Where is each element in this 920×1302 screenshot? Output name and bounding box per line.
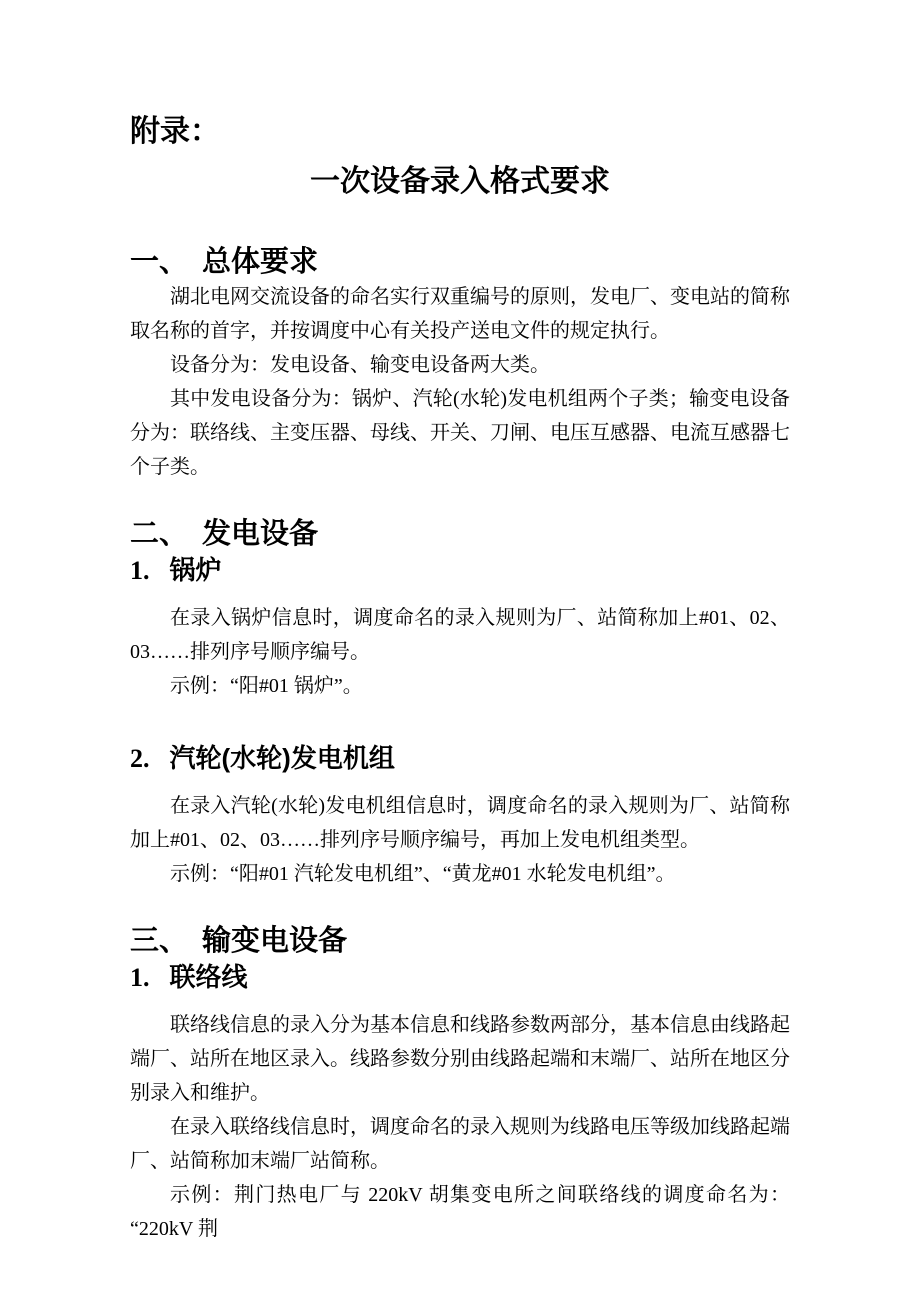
subsection-title: 锅炉	[169, 555, 222, 585]
section-generation-equipment	[130, 516, 790, 891]
subsection-turbine-generator	[130, 740, 790, 891]
subsection-title: 联络线	[169, 962, 248, 992]
section-title: 发电设备	[202, 518, 319, 550]
subsection-heading-boiler	[130, 552, 790, 589]
subsection-number: 2.	[130, 744, 150, 773]
section-heading-general	[130, 244, 790, 280]
section-number: 三、	[130, 925, 189, 957]
section-general-requirements	[130, 244, 790, 484]
paragraph: 在录入锅炉信息时，调度命名的录入规则为厂、站简称加上#01、02、03……排列序号顺序编号。	[130, 607, 790, 663]
subsection-number: 1.	[130, 556, 150, 585]
subsection-title: 汽轮(水轮)发电机组	[169, 743, 395, 773]
paragraph: 湖北电网交流设备的命名实行双重编号的原则，发电厂、变电站的简称取名称的首字，并按调度中心有关投产送电文件的规定执行。	[130, 286, 790, 342]
section-number: 二、	[130, 518, 189, 550]
subsection-boiler	[130, 552, 790, 703]
section-title: 输变电设备	[202, 925, 348, 957]
paragraph: 设备分为：发电设备、输变电设备两大类。	[170, 354, 550, 376]
paragraph: 示例：荆门热电厂与 220kV 胡集变电所之间联络线的调度命名为：“220kV 荆	[130, 1184, 790, 1240]
subsection-number: 1.	[130, 963, 150, 992]
paragraph: 在录入汽轮(水轮)发电机组信息时，调度命名的录入规则为厂、站简称加上#01、02、03……排列序号顺序编号，再加上发电机组类型。	[130, 795, 790, 851]
subsection-heading-tie-line	[130, 959, 790, 996]
section-title: 总体要求	[202, 246, 319, 278]
document-title: 一次设备录入格式要求	[310, 165, 610, 198]
section-number: 一、	[130, 246, 189, 278]
section-heading-generation	[130, 516, 790, 552]
paragraph: 其中发电设备分为：锅炉、汽轮(水轮)发电机组两个子类；输变电设备分为：联络线、主变压器、母线、开关、刀闸、电压互感器、电流互感器七个子类。	[130, 388, 790, 478]
paragraph: 联络线信息的录入分为基本信息和线路参数两部分，基本信息由线路起端厂、站所在地区录入。线路参数分别由线路起端和末端厂、站所在地区分别录入和维护。	[130, 1014, 790, 1104]
subsection-tie-line	[130, 959, 790, 1246]
section-transmission-equipment	[130, 923, 790, 1246]
section-heading-transmission	[130, 923, 790, 959]
appendix-label: 附录：	[130, 115, 220, 148]
paragraph: 示例：“阳#01 汽轮发电机组”、“黄龙#01 水轮发电机组”。	[170, 863, 676, 885]
paragraph: 在录入联络线信息时，调度命名的录入规则为线路电压等级加线路起端厂、站简称加末端厂站简称。	[130, 1116, 790, 1172]
paragraph: 示例：“阳#01 锅炉”。	[170, 675, 363, 697]
subsection-heading-turbine-generator	[130, 740, 790, 777]
